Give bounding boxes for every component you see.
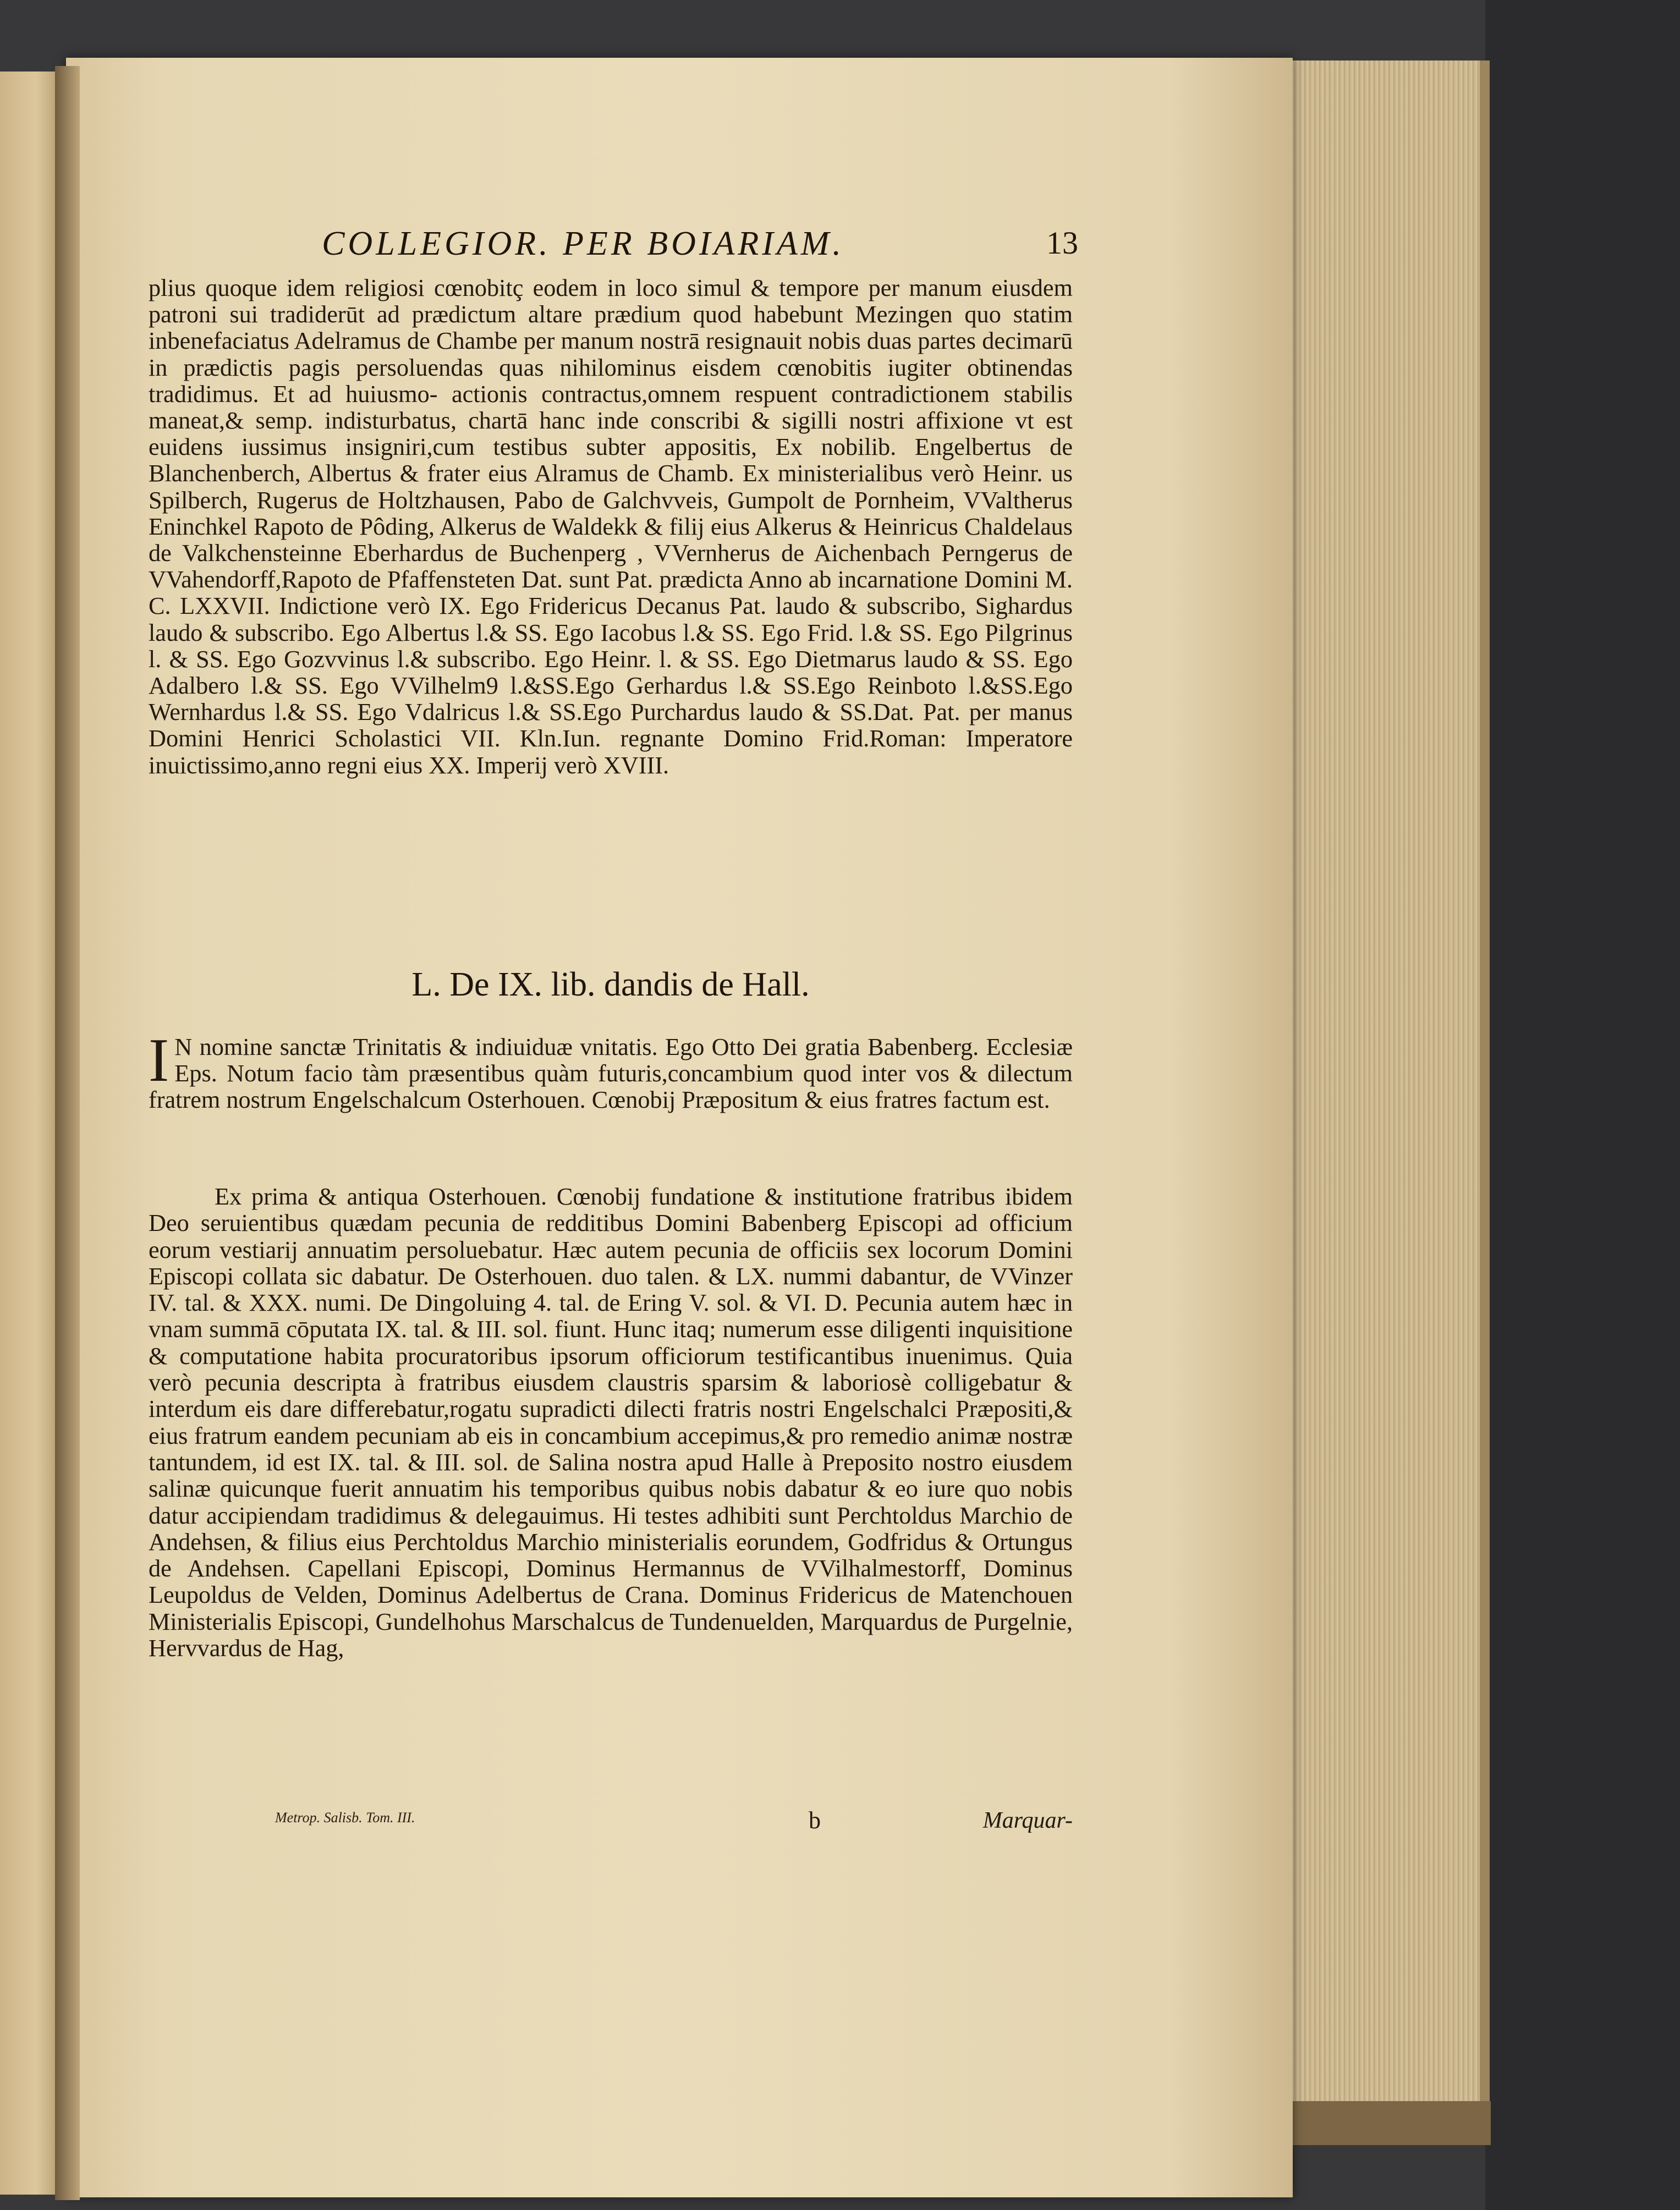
charter-body-paragraph: Ex prima & antiqua Osterhouen. Cœnobij fundatione & institutione fratribus ibidem Deo seruientibus quædam pecunia de redditibus Domini Babenberg Episcopi ad officium eorum vestiarij annuatim persoluebatur. Hæc autem pecunia de officiis sex locorum Domini Episcopi collata sic dabatur. De Osterhouen. duo talen. & LX. nummi dabantur, de VVinzer IV. tal. & XXX. numi. De Dingoluing 4. tal. de Ering V. sol. & VI. D. Pecunia autem hæc in vnam summā cōputata IX. tal. & III. sol. fiunt. Hunc itaq; numerum esse diligenti inquisitione & computatione habita procuratoribus ipsorum officiorum testificantibus inuenimus. Quia verò pecunia descripta à fratribus eiusdem claustris sparsim & laboriosè colligebatur & interdum eis dare differebatur,rogatu supradicti dilecti fratris nostri Engelschalci Præpositi,& eius fratrum eandem pecuniam ab eis in concambium accepimus,& pro remedio animæ nostræ tantundem, id est IX. tal. & III. sol. de Salina nostra apud Halle à Preposito nostro eiusdem salinæ quicunque fuerit annuatim his temporibus quibus nobis dabatur & eo iure quo nobis datur accipiendam tradidimus & delegauimus. Hi testes adhibiti sunt Perchtoldus Marchio de Andehsen, & filius eius Perchtoldus Marchio ministerialis eorundem, Godfridus & Ortungus de Andehsen. Capellani Episcopi, Dominus Hermannus de VVilhalmestorff, Dominus Leupoldus de Velden, Dominus Adelbertus de Crana. Dominus Fridericus de Matenchouen Ministerialis Episcopi, Gundelhohus Marschalcus de Tundenuelden, Marquardus de Purgelnie, Hervvardus de Hag, xyxy=(149,1183,1073,1662)
section-heading: L. De IX. lib. dandis de Hall. xyxy=(411,966,810,1003)
drop-cap: I xyxy=(149,1026,169,1095)
page-number: 13 xyxy=(1046,225,1078,261)
charter-opening-paragraph xyxy=(149,1026,1073,1114)
book-fore-edge xyxy=(1282,61,1490,2140)
signature-letter: b xyxy=(809,1807,821,1834)
charter-text-continued: plius quoque idem religiosi cœnobitç eodem in loco simul & tempore per manum eiusdem patroni sui tradiderūt ad prædictum altare prædium quod habebunt Mezingen quo statim inbenefaciatus Adelramus de Chambe per manum nostrā resignauit nobis duas partes decimarū in prædictis pagis persoluendas quas nihilominus eisdem cœnobitis iugiter obtinendas tradidimus. Et ad huiusmo- actionis contractus,omnem respuent contradictionem stabilis maneat,& semp. indisturbatus, chartā hanc inde conscribi & sigilli nostri affixione vt est euidens iussimus insigniri,cum testibus subter appositis, Ex nobilib. Engelbertus de Blanchenberch, Albertus & frater eius Alramus de Chamb. Ex ministerialibus verò Heinr. us Spilberch, Rugerus de Holtzhausen, Pabo de Galchvveis, Gumpolt de Pornheim, VValtherus Eninchkel Rapoto de Pôding, Alkerus de Waldekk & filij eius Alkerus & Heinricus Chaldelaus de Valkchensteinne Eberhardus de Buchenperg , VVernherus de Aichenbach Perngerus de VVahendorff,Rapoto de Pfaffensteten Dat. sunt Pat. prædicta Anno ab incarnatione Domini M. C. LXXVII. Indictione verò IX. Ego Fridericus Decanus Pat. laudo & subscribo, Sighardus laudo & subscribo. Ego Albertus l.& SS. Ego Iacobus l.& SS. Ego Frid. l.& SS. Ego Pilgrinus l. & SS. Ego Gozvvinus l.& subscribo. Ego Heinr. l. & SS. Ego Dietmarus laudo & SS. Ego Adalbero l.& SS. Ego VVilhelm9 l.&SS.Ego Gerhardus l.& SS.Ego Reinboto l.&SS.Ego Wernhardus l.& SS. Ego Vdalricus l.& SS.Ego Purchardus laudo & SS.Dat. Pat. per manus Domini Henrici Scholastici VII. Kln.Iun. regnante Domino Frid.Roman: Imperatore inuictissimo,anno regni eius XX. Imperij verò XVIII. xyxy=(149,274,1073,779)
signature-mark: Metrop. Salisb. Tom. III. xyxy=(275,1810,415,1826)
charter-opening-text: N nomine sanctæ Trinitatis & indiuiduæ vnitatis. Ego Otto Dei gratia Babenberg. Ecclesiæ Eps. Notum facio tàm præsentibus quàm futuris,concambium quod inter vos & dilectum fratrem nostrum Engelschalcum Osterhouen. Cœnobij Præpositum & eius fratres factum est. xyxy=(149,1033,1073,1114)
running-title: COLLEGIOR. PER BOIARIAM. xyxy=(322,225,844,262)
page-footer xyxy=(149,1807,1073,1843)
scanner-backdrop-right xyxy=(1485,0,1680,2210)
book-gutter xyxy=(55,66,80,2200)
facing-page-edge xyxy=(0,72,64,2195)
running-head xyxy=(171,224,1078,274)
catchword: Marquar- xyxy=(982,1808,1073,1833)
